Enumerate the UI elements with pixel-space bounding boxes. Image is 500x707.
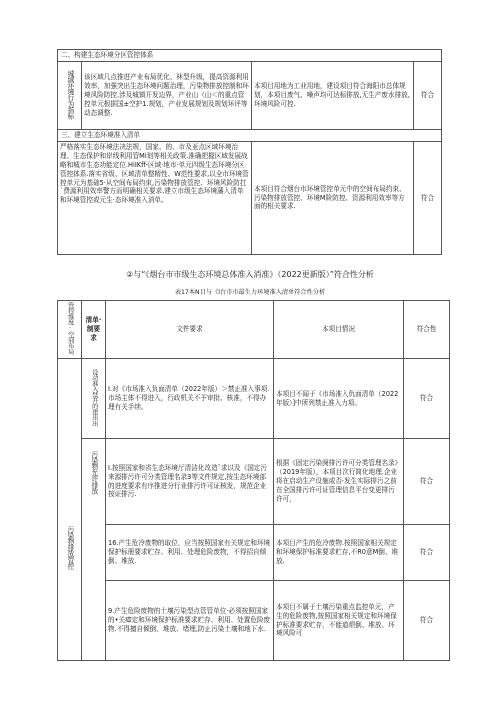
conformity-cell: 符合 — [404, 359, 450, 439]
header-requirement: 文件要求 — [106, 301, 274, 359]
table-row — [58, 525, 450, 581]
access-list-table — [57, 300, 450, 661]
section-row — [58, 50, 442, 62]
header-conformity: 符合性 — [404, 301, 450, 359]
situation-cell: 本项目用地为工业用地，建设项目符合海阳市总体规划，本项目废气、噪声均可达标排放,无生产废水排放,环境风险可控. — [252, 62, 414, 130]
situation-cell: 根据《固定污染阕排污许可分类管理名录》（2019年版），本项目次行简化地理.企业将在启动生产设施或否·发生实际排污之前在全国排污许可证管理信息平台变更排污许可， — [274, 439, 404, 525]
section-caption: ②与“《烟台市市级生态环境总体准入消准》（2022更新版）”符合性分析 — [126, 270, 374, 279]
header-dimension: 管控维度·空间布局 — [58, 301, 82, 359]
situation-cell: 本项目不闻于《市场准入仇面清单（2022年版）]中所列禁止准入力项。 — [274, 359, 404, 439]
row-label: 城域环境行为指标 — [65, 69, 74, 119]
group-label: 污染物排放管控 — [65, 526, 74, 570]
table-row — [58, 359, 450, 439]
situation-cell: 本项目符合烟台市环境管控单元中的空间布局约束、污染物排放管控、环境M险防控、资源利用效率等方面的相关要求. — [252, 142, 414, 255]
requirement-cell: 16.产生危冷废物的取位，应当按照国家有关规定和环境保护标册要求贮存、利用、处理危险废物，不得招自倾倒、堆放. — [106, 525, 274, 581]
group-label-cell — [58, 439, 82, 661]
conformity-cell: 符合 — [404, 581, 450, 661]
table-row — [58, 439, 450, 525]
conformity-cell: 符合 — [404, 439, 450, 525]
ecological-zoning-table — [57, 49, 442, 255]
row-label-cell — [58, 62, 82, 130]
section-title: 三、建立生态环境准入清单 — [58, 130, 442, 142]
conformity-cell: 符合 — [404, 525, 450, 581]
conformity-cell: 符合 — [414, 62, 442, 130]
header-row — [58, 301, 450, 359]
requirement-cell: 严格落实生态环境法决法规，国家、的、市及亚点区域环境治理、生态保护和岸线利用管Mi划等相关政策.准确把握区域发展战略和城市生态功能定位.HiIKff-区域·地市·单元四级生态环境分区管控体系.落实省级、区域清单整精性、W范性要求,以全市环境管控单元为基础5·从空间布局约束,污染物排放管控、环境风险防扛`费源利用效率警方而明确相关要求.建立市级生态环境藩入清单和环境管控或元生·态环境准入消单。 — [58, 142, 252, 255]
situation-cell: 本项目产生的危冷废物.按照国家相关规定和环境保护标准要求贮存,不R0意M倒、堆放. — [274, 525, 404, 581]
section-title: 二、构建生态环境分区管控体系 — [58, 50, 442, 62]
dimension-cell — [58, 359, 82, 439]
requirement-cell: 该区域几点推进产业布局优化、林型升级，提高资源利用效率，加强突出生态环境问题治理，污染物排放控制和环境风险防控.涉及城镇开发边界，产业山（山＜的重点管控单元根据国±空护1.规划，产业发展规划及规划环评等动态调整. — [82, 62, 252, 130]
situation-cell: 本项目不属于土壤污染重点监控单元，产生的危险废物,按照国家相关规定和环境保护标准要求贮存，不能道煩倒、堆放、坏境风险可 — [274, 581, 404, 661]
header-list: 清单·制要求 — [82, 301, 106, 359]
header-situation: 本项目情况 — [274, 301, 404, 359]
conformity-cell: 符合 — [414, 142, 442, 255]
table-row — [58, 581, 450, 661]
sub-category-cell: 污染物允许排放 — [82, 439, 106, 661]
table-caption: 表17本N目与《l台市市最生力环境准入清单符合性分析 — [174, 289, 326, 296]
sub-category-cell: 设动准入禁开的建出出 — [82, 359, 106, 439]
table-row — [58, 142, 442, 255]
section-row — [58, 130, 442, 142]
requirement-cell: I.对《市场准入负面清单（2022年版）＞禁止准入事项.市场主体不得进入，行政机关不予审批、核准，不得办理有关手续。 — [106, 359, 274, 439]
requirement-cell: I.按照国家和省生态环境厅清洁化改造ˇ求以及《国定污来源排污许可分类管理名录3等文件规定,按生态环境部的进度要求有序推进分行业排污许可证核发，规范企业按证排污. — [106, 439, 274, 525]
requirement-cell: 9.产生危险废物的土壤污染型点管管单位·必须按照国家的•关瘴定和环境保护标准要求贮存、利用、处置危险废物.不得擅自倾倒、堆放、堵埋,防止污染土壤和地下水. — [106, 581, 274, 661]
table-row — [58, 62, 442, 130]
